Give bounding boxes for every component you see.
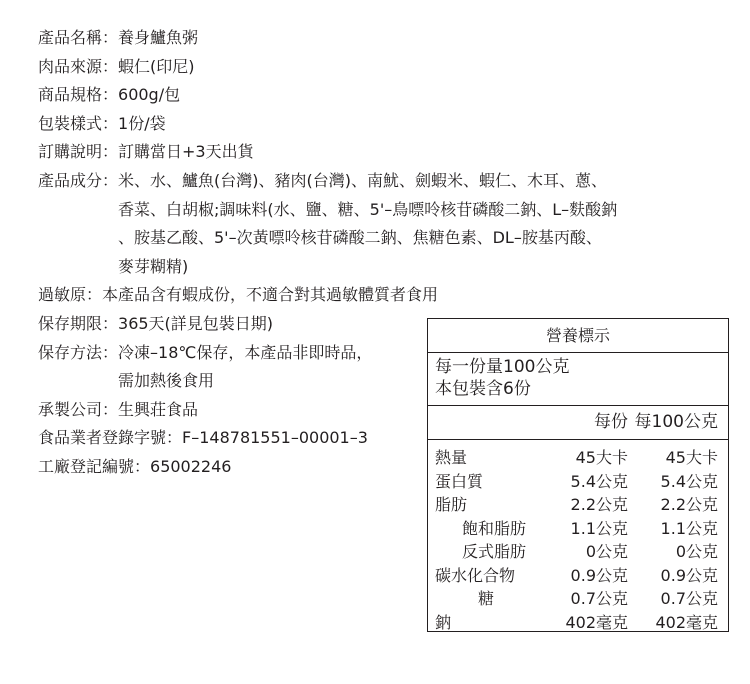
ingredients-line-1	[38, 169, 728, 193]
package-row	[38, 112, 728, 136]
nutrition-header-row	[428, 406, 728, 440]
order-row	[38, 140, 728, 164]
serving-size: 每一份量100公克	[435, 357, 570, 377]
nutrient-per-serving: 0.9公克	[570, 565, 628, 585]
registration-label: 食品業者登錄字號：	[38, 428, 183, 448]
nutrient-per-serving: 5.4公克	[570, 471, 628, 491]
nutrition-row-calories	[428, 446, 728, 470]
meat-source-label: 肉品來源：	[38, 56, 119, 76]
nutrition-row-protein	[428, 470, 728, 494]
nutrient-per-100g: 45大卡	[665, 448, 718, 467]
product-name-label: 產品名稱：	[38, 28, 119, 47]
nutrition-row-sodium	[428, 611, 728, 635]
nutrient-name: 鈉	[435, 612, 452, 632]
nutrient-per-100g: 402毫克	[655, 612, 718, 632]
ingredients-line-3: 、胺基乙酸、5'–次黃嘌呤核苷磷酸二鈉、焦糖色素、DL–胺基丙酸、	[118, 228, 602, 248]
nutrient-per-100g: 0.9公克	[660, 565, 718, 585]
allergen-row	[38, 283, 728, 307]
storage-label: 保存方法：	[38, 342, 119, 362]
maker-label: 承製公司：	[38, 399, 119, 419]
nutrient-name: 糖	[478, 589, 495, 608]
spec-row	[38, 83, 728, 107]
nutrient-name: 蛋白質	[435, 471, 484, 491]
nutrient-per-serving: 1.1公克	[570, 518, 628, 538]
nutrient-name: 反式脂肪	[462, 542, 527, 561]
nutrition-row-fat	[428, 493, 728, 517]
nutrient-per-100g: 1.1公克	[660, 518, 718, 538]
nutrient-name: 熱量	[435, 448, 468, 467]
registration-value: F–148781551–00001–3	[182, 428, 368, 448]
nutrient-per-100g: 0公克	[675, 542, 718, 561]
ingredients-line-4: 麥芽糊精)	[118, 256, 189, 276]
meat-source-value: 蝦仁(印尼)	[118, 56, 195, 76]
nutrient-per-100g: 0.7公克	[660, 589, 718, 608]
ingredients-row	[38, 169, 728, 279]
product-name-row	[38, 26, 728, 50]
meat-source-row	[38, 55, 728, 79]
factory-value: 65002246	[150, 456, 232, 476]
shelf-life-value: 365天(詳見包裝日期)	[118, 313, 274, 333]
nutrient-per-100g: 5.4公克	[660, 471, 718, 491]
ingredients-text-1: 米、水、鱸魚(台灣)、豬肉(台灣)、南魷、劍蝦米、蝦仁、木耳、蔥、	[118, 170, 607, 190]
nutrient-per-serving: 2.2公克	[570, 495, 628, 514]
storage-text-1: 冷凍–18℃保存，本產品非即時品，	[118, 342, 373, 362]
nutrition-facts-table	[427, 318, 729, 632]
nutrition-row-carbohydrate	[428, 564, 728, 588]
shelf-life-label: 保存期限：	[38, 313, 119, 333]
nutrient-per-serving: 0.7公克	[570, 589, 628, 608]
order-value: 訂購當日+3天出貨	[118, 142, 254, 162]
nutrient-per-serving: 45大卡	[575, 448, 628, 467]
allergen-value: 本產品含有蝦成份，不適合對其過敏體質者食用	[102, 285, 439, 305]
per-serving-col-header: 每份	[594, 412, 628, 432]
ingredients-label: 產品成分：	[38, 170, 119, 190]
maker-value: 生興荘食品	[118, 399, 199, 419]
nutrient-per-100g: 2.2公克	[660, 495, 718, 514]
spec-value: 600g/包	[118, 85, 181, 105]
order-label: 訂購說明：	[38, 142, 119, 162]
nutrient-name: 碳水化合物	[435, 565, 516, 585]
nutrient-per-serving: 402毫克	[565, 612, 628, 632]
ingredients-line-2: 香菜、白胡椒;調味料(水、鹽、糖、5'–鳥嘌呤核苷磷酸二鈉、L–麩酸鈉	[118, 199, 618, 219]
allergen-label: 過敏原：	[38, 285, 103, 305]
factory-label: 工廠登記編號：	[38, 456, 151, 476]
per-100g-col-header: 每100公克	[634, 412, 718, 432]
nutrition-rows	[428, 440, 728, 634]
nutrition-title: 營養標示	[428, 319, 728, 353]
nutrition-row-saturated-fat	[428, 517, 728, 541]
nutrition-row-sugar	[428, 587, 728, 611]
product-name-value: 養身鱸魚粥	[118, 28, 199, 47]
nutrition-row-trans-fat	[428, 540, 728, 564]
package-label: 包裝樣式：	[38, 113, 119, 133]
serving-info	[428, 353, 728, 406]
nutrient-per-serving: 0公克	[585, 542, 628, 561]
nutrient-col-header	[428, 406, 548, 439]
storage-line-2: 需加熱後食用	[118, 371, 215, 391]
nutrient-name: 飽和脂肪	[462, 518, 527, 538]
servings-per-package: 本包裝含6份	[435, 379, 531, 399]
spec-label: 商品規格：	[38, 85, 119, 105]
package-value: 1份/袋	[118, 113, 166, 133]
nutrient-name: 脂肪	[435, 495, 468, 514]
